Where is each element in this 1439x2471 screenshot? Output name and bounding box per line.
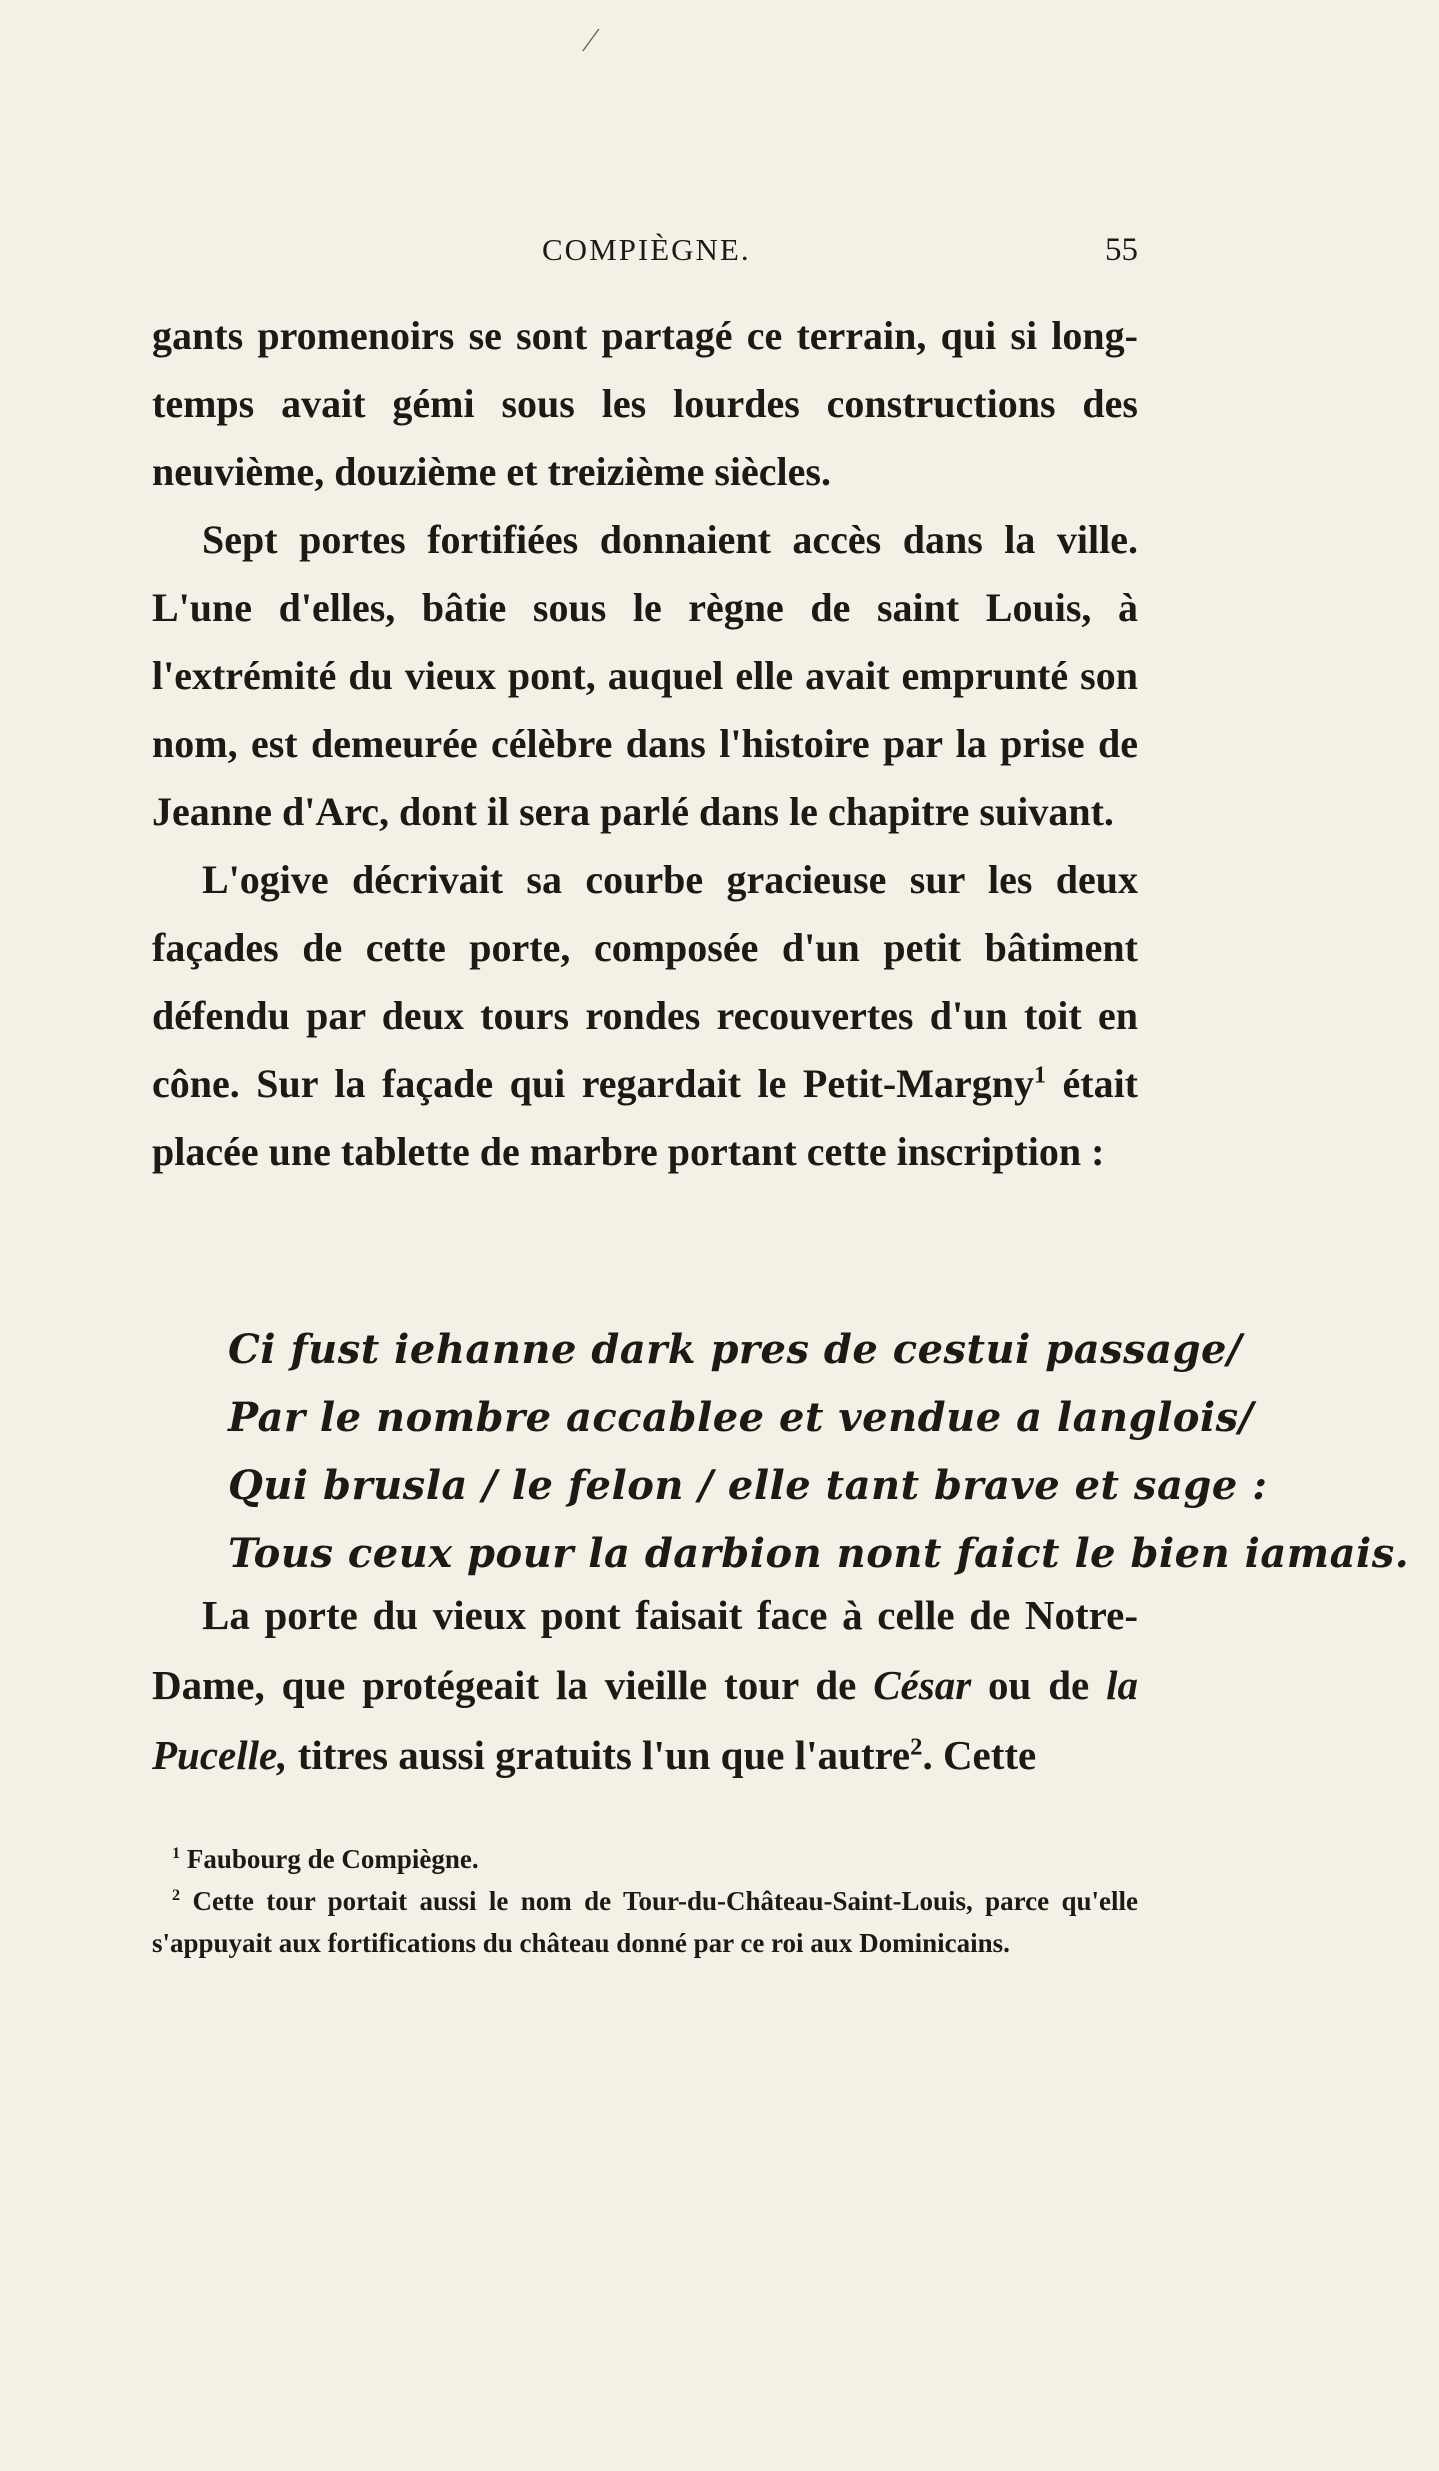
main-text	[152, 302, 1138, 1186]
pencil-mark: ⁄	[588, 22, 594, 59]
running-head	[152, 232, 1138, 282]
italic-pucelle: la Pucelle,	[152, 1662, 1138, 1778]
footnote-2-mark: 2	[172, 1886, 181, 1904]
paragraph-3	[152, 846, 1138, 1186]
running-title: COMPIÈGNE.	[542, 232, 751, 267]
paragraph-4	[152, 1580, 1138, 1790]
footnote-1-text: Faubourg de Compiègne.	[180, 1844, 479, 1874]
paragraph-4-text-b: ou de	[971, 1662, 1107, 1708]
paragraph-3-text-b: était placée une tablette de marbre portant cette inscription :	[152, 1061, 1138, 1174]
paragraph-4-text-c: titres aussi gratuits l'un que l'autre	[287, 1732, 911, 1778]
paragraph-4-text-a: La porte du vieux pont faisait face à celle de Notre-Dame, que protégeait la vieille tour de	[152, 1592, 1138, 1708]
page-number: 55	[1105, 232, 1138, 268]
paragraph-4-text-d: . Cette	[922, 1732, 1037, 1778]
inscription-line: Par le nombre accablee et vendue a langlois/	[228, 1394, 1254, 1441]
footnote-2	[152, 1880, 1138, 1964]
paragraph-2: Sept portes fortifiées donnaient accès dans la ville. L'une d'elles, bâtie sous le règne de saint Louis, à l'extrémité du vieux pont, auquel elle avait emprunté son nom, est demeurée célèbre dans l'histoire par la prise de Jeanne d'Arc, dont il sera parlé dans le chapitre suivant.	[152, 517, 1138, 834]
footnote-ref-1: 1	[1033, 1062, 1046, 1089]
footnote-2-text: Cette tour portait aussi le nom de Tour-du-Château-Saint-Louis, parce qu'elle s'appuyait aux fortifications du château donné par ce roi aux Dominicains.	[152, 1886, 1138, 1958]
paragraph-3-text-a: L'ogive décrivait sa courbe gracieuse sur les deux façades de cette porte, composée d'un petit bâtiment défendu par deux tours rondes recouvertes d'un toit en cône. Sur la façade qui regardait le Petit-Margny	[152, 857, 1138, 1106]
footnote-ref-2: 2	[910, 1733, 923, 1761]
inscription-line: Tous ceux pour la darbion nont faict le bien iamais.	[228, 1530, 1410, 1577]
inscription-line: Qui brusla / le felon / elle tant brave et sage :	[228, 1462, 1268, 1509]
inscription-line: Ci fust iehanne dark pres de cestui passage/	[228, 1326, 1243, 1373]
footnote-1-mark: 1	[172, 1844, 181, 1862]
italic-cesar: César	[873, 1662, 972, 1708]
footnotes	[152, 1838, 1138, 1964]
paragraph-1: gants promenoirs se sont partagé ce terrain, qui si long-temps avait gémi sous les lourdes constructions des neuvième, douzième et treizième siècles.	[152, 313, 1138, 494]
footnote-1	[152, 1838, 1138, 1880]
main-text-continued	[152, 1580, 1138, 1790]
gothic-inscription	[228, 1316, 1410, 1588]
